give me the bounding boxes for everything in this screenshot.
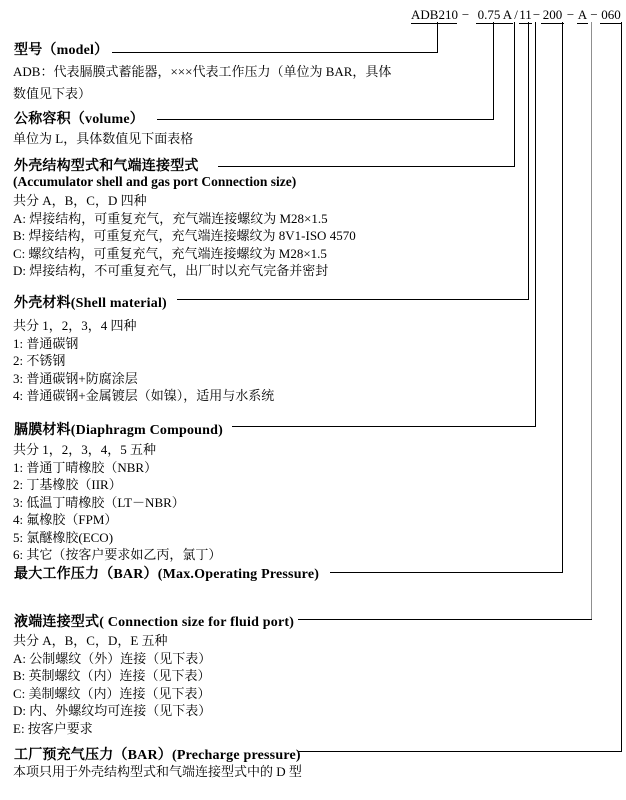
text-line: 1: 普通碳钢 <box>13 335 79 351</box>
model-segment-fluid-port: A <box>577 7 588 22</box>
section-heading-fluid-port: 液端连接型式( Connection size for fluid port) <box>14 615 295 630</box>
text-line: 6: 其它（按客户要求如乙丙，氯丁） <box>13 547 222 562</box>
text-line: 3: 低温丁晴橡胶（LT－NBR） <box>13 494 185 510</box>
model-separator: − <box>461 7 470 22</box>
connector-v-shell-type <box>514 22 515 166</box>
model-segment-series: ADB210 <box>411 7 458 22</box>
text-line: 2: 不锈钢 <box>13 353 66 368</box>
model-segment-volume: 0.75 <box>477 7 501 22</box>
connector-v-precharge <box>621 22 622 751</box>
text-line: E: 按客户要求 <box>13 720 93 736</box>
text-line: D: 内、外螺纹均可连接（见下表） <box>13 703 212 718</box>
text-line: A: 公制螺纹（外）连接（见下表） <box>13 650 212 666</box>
section-heading-max-pressure: 最大工作压力（BAR）(Max.Operating Pressure) <box>14 567 320 582</box>
connector-h-shell-type <box>218 166 515 167</box>
connector-h-fluid-port <box>298 619 592 620</box>
connector-v-fluid-port <box>591 22 592 619</box>
text-line: 1: 普通丁晴橡胶（NBR） <box>13 459 158 475</box>
text-line: 4: 普通碳钢+金属镀层（如镍），适用与水系统 <box>13 388 275 403</box>
section-heading-shell-type: 外壳结构型式和气端连接型式 <box>14 159 199 174</box>
section-body-volume <box>13 130 193 148</box>
text-line: 3: 普通碳钢+防腐涂层 <box>13 370 138 386</box>
model-segment-shell-type: A <box>502 7 513 22</box>
text-line: D: 焊接结构，不可重复充气，出厂时以充气完备并密封 <box>13 263 329 278</box>
model-segment-pressure: 200 <box>542 7 563 22</box>
text-line: 本项只用于外壳结构型式和气端连接型式中的 D 型 <box>13 764 302 779</box>
text-line: B: 焊接结构，可重复充气，充气端连接螺纹为 8V1-ISO 4570 <box>13 228 356 243</box>
connector-v-model <box>437 22 438 52</box>
model-segment-precharge: 060 <box>601 7 621 22</box>
text-line: C: 螺纹结构，可重复充气，充气端连接螺纹为 M28×1.5 <box>13 245 327 261</box>
section-heading-model: 型号（model） <box>14 43 109 58</box>
connector-h-model <box>112 52 438 53</box>
section-body-precharge <box>13 763 302 781</box>
model-segment-materials: 11 <box>519 7 532 22</box>
text-line: 单位为 L，具体数值见下面表格 <box>13 131 194 146</box>
connector-h-volume <box>157 119 494 120</box>
section-body-fluid-port <box>13 632 211 737</box>
section-heading-volume: 公称容积（volume） <box>14 112 144 127</box>
text-line: 共分 A，B，C，D，E 五种 <box>13 633 168 648</box>
text-line: 4: 氟橡胶（FPM） <box>13 512 118 527</box>
text-line: ADB：代表膈膜式蓄能器，×××代表工作压力（单位为 BAR，具体 <box>13 64 392 79</box>
section-body-shell-material <box>13 317 274 405</box>
text-line: A: 焊接结构，可重复充气，充气端连接螺纹为 M28×1.5 <box>13 210 328 226</box>
connector-h-max-pressure <box>330 572 563 573</box>
section-heading-precharge: 工厂预充气压力（BAR）(Precharge pressure) <box>14 748 301 763</box>
text-line: C: 美制螺纹（内）连接（见下表） <box>13 685 211 701</box>
section-subheading-shell-type: (Accumulator shell and gas port Connection size) <box>13 174 297 189</box>
section-heading-shell-material: 外壳材料(Shell material) <box>14 296 167 311</box>
section-heading-diaphragm: 膈膜材料(Diaphragm Compound) <box>14 423 223 438</box>
connector-v-max-pressure <box>562 22 563 572</box>
section-body-model <box>13 61 391 105</box>
section-body-diaphragm <box>13 441 221 564</box>
connector-h-diaphragm <box>232 426 536 427</box>
text-line: 数值见下表） <box>13 86 92 101</box>
model-separator: / <box>514 7 518 22</box>
text-line: 2: 丁基橡胶（IIR） <box>13 477 122 492</box>
text-line: B: 英制螺纹（内）连接（见下表） <box>13 668 211 683</box>
connector-v-volume <box>493 22 494 119</box>
connector-h-shell-material <box>177 299 529 300</box>
connector-h-precharge <box>298 751 622 752</box>
connector-v-shell-material <box>528 22 529 299</box>
model-separator: − <box>590 7 598 22</box>
text-line: 5: 氯醚橡胶(ECO) <box>13 529 114 545</box>
text-line: 共分 A，B，C，D 四种 <box>13 193 147 208</box>
connector-v-diaphragm <box>535 22 536 426</box>
text-line: 共分 1，2，3，4，5 五种 <box>13 442 157 457</box>
text-line: 共分 1，2，3，4 四种 <box>13 318 137 333</box>
model-separator: − <box>566 7 575 22</box>
section-body-shell-type <box>13 192 356 280</box>
model-separator: − <box>532 7 541 22</box>
